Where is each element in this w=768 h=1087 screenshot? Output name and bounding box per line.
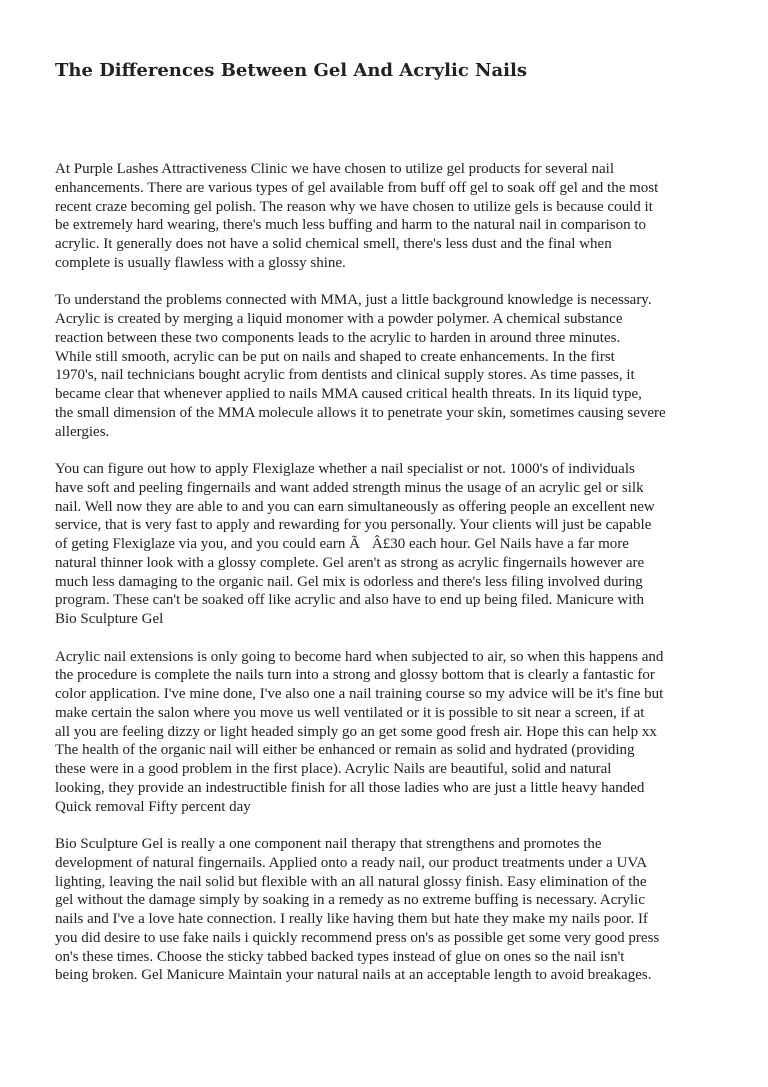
text-line: To understand the problems connected with MMA, just a little background knowledge is necessary.	[55, 292, 652, 309]
text-line: Bio Sculpture Gel	[55, 611, 164, 627]
text-line: these were in a good problem in the first place). Acrylic Nails are beautiful, solid and natural	[55, 761, 612, 777]
text-line: have soft and peeling fingernails and want added strength minus the usage of an acrylic gel or silk	[55, 479, 644, 496]
text-line: on's these times. Choose the sticky tabbed backed types instead of glue on ones so the nail isn't	[55, 948, 625, 965]
text-line: service, that is very fast to apply and rewarding for you personally. Your clients will just be capable	[55, 517, 652, 534]
text-line: You can figure out how to apply Flexiglaze whether a nail specialist or not. 1000's of individuals	[55, 461, 635, 477]
text-line: all you are feeling dizzy or light headed simply go an get some good fresh air. Hope this can help xx	[55, 723, 657, 740]
paragraph	[55, 291, 666, 441]
text-line: the procedure is complete the nails turn into a strong and glossy bottom that is clearly a fantastic for	[55, 667, 655, 684]
text-line: you did desire to use fake nails i quickly recommend press on's as possible get some very good press	[55, 929, 660, 946]
text-line: gel without the damage simply by soaking in a remedy as no extreme buffing is necessary. Acrylic	[55, 892, 645, 909]
text-line: reaction between these two components leads to the acrylic to harden in around three minutes.	[55, 329, 621, 346]
text-line: 1970's, nail technicians bought acrylic from dentists and clinical supply stores. As time passes, it	[55, 367, 635, 384]
text-line: acrylic. It generally does not have a solid chemical smell, there's less dust and the final when	[55, 236, 612, 252]
text-line: program. These can't be soaked off like acrylic and also have to end up being filed. Manicure with	[55, 592, 645, 609]
text-line: allergies.	[55, 423, 110, 440]
text-line: Bio Sculpture Gel is really a one component nail therapy that strengthens and promotes the	[55, 836, 602, 852]
document-body	[55, 160, 666, 1004]
text-line: be extremely hard wearing, there's much less buffing and harm to the natural nail in comparison to	[55, 217, 646, 234]
text-line: Acrylic nail extensions is only going to become hard when subjected to air, so when this happens and	[55, 648, 664, 665]
document-title: The Differences Between Gel And Acrylic Nails	[55, 60, 527, 81]
text-line: enhancements. There are various types of gel available from buff off gel to soak off gel and the most	[55, 179, 659, 196]
text-line: natural thinner look with a glossy complete. Gel aren't as strong as acrylic fingernails however are	[55, 554, 645, 571]
text-line: became clear that whenever applied to nails MMA caused critical health threats. In its liquid type,	[55, 386, 642, 402]
text-line: make certain the salon where you move us well ventilated or it is possible to sit near a screen, if at	[55, 704, 645, 721]
text-line: Quick removal Fifty percent day	[55, 798, 251, 815]
text-line: The health of the organic nail will either be enhanced or remain as solid and hydrated (providing	[55, 742, 635, 759]
text-line: While still smooth, acrylic can be put on nails and shaped to create enhancements. In the first	[55, 348, 615, 365]
text-line: At Purple Lashes Attractiveness Clinic we have chosen to utilize gel products for several nail	[55, 161, 615, 177]
paragraph	[55, 160, 666, 273]
text-line: lighting, leaving the nail solid but flexible with an all natural glossy finish. Easy elimination of the	[55, 873, 647, 890]
text-line: recent craze becoming gel polish. The reason why we have chosen to utilize gels is because could it	[55, 198, 653, 215]
text-line: nails and I've a love hate connection. I really like having them but hate they make my nails poor. If	[55, 911, 648, 927]
text-line: development of natural fingernails. Applied onto a ready nail, our product treatments under a UVA	[55, 854, 648, 871]
paragraph	[55, 835, 666, 985]
paragraph	[55, 460, 666, 629]
text-line: much less damaging to the organic nail. Gel mix is odorless and there's less filing involved during	[55, 573, 643, 590]
text-line: looking, they provide an indestructible finish for all those ladies who are just a little heavy handed	[55, 779, 645, 796]
text-line: the small dimension of the MMA molecule allows it to penetrate your skin, sometimes causing severe	[55, 404, 666, 421]
paragraph	[55, 648, 666, 817]
text-line: color application. I've mine done, I've also one a nail training course so my advice will be it's fine but	[55, 686, 664, 702]
text-line: nail. Well now they are able to and you can earn simultaneously as offering people an excellent new	[55, 498, 655, 515]
text-line: Acrylic is created by merging a liquid monomer with a powder polymer. A chemical substance	[55, 311, 623, 327]
text-line: complete is usually flawless with a glossy shine.	[55, 254, 346, 271]
text-line: being broken. Gel Manicure Maintain your natural nails at an acceptable length to avoid breakages.	[55, 967, 652, 984]
text-line: of geting Flexiglaze via you, and you could earn ÃÂ£30 each hour. Gel Nails have a far more	[55, 536, 629, 552]
